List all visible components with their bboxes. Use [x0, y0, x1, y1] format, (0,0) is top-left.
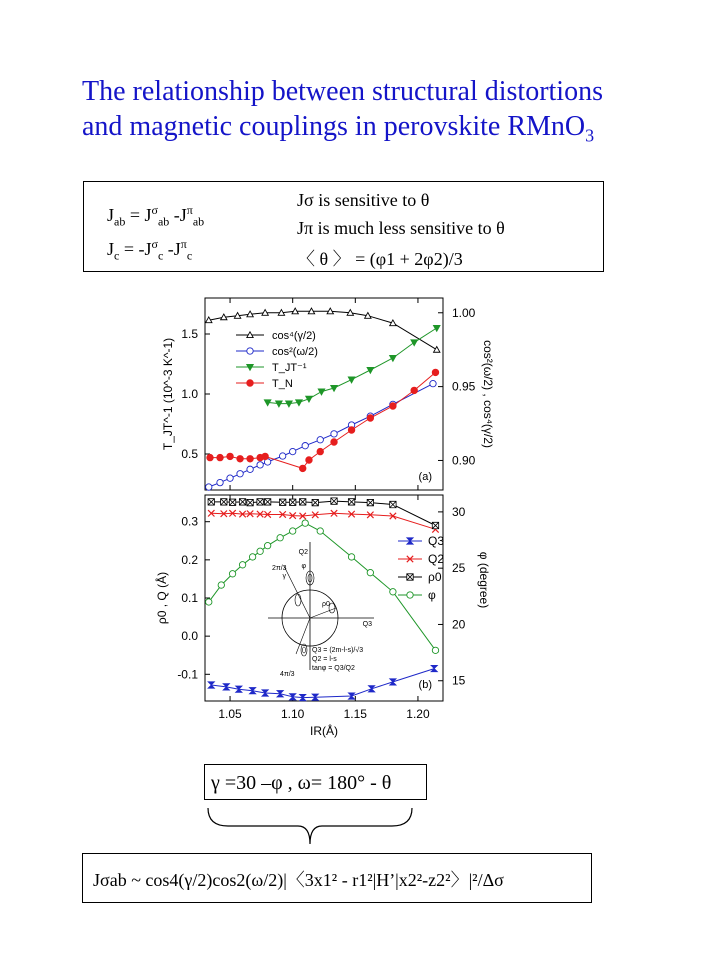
y-tick-label-left: 0.0	[181, 629, 198, 644]
y-axis-label-left: T_JT^-1 (10^-3 K^-1)	[161, 337, 175, 451]
data-point	[348, 554, 354, 560]
data-point	[227, 475, 233, 481]
data-point	[289, 528, 295, 534]
data-point	[318, 389, 324, 395]
jab-sub-3: ab	[192, 214, 205, 229]
legend-label: φ	[428, 588, 436, 602]
data-point	[237, 471, 243, 477]
data-point	[264, 542, 270, 548]
x-axis-label: IR(Å)	[310, 724, 338, 738]
legend-marker	[407, 592, 413, 598]
formula-box	[82, 853, 592, 903]
jab-sub-2: ab	[157, 214, 170, 229]
y-tick-label-right: 30	[452, 504, 466, 519]
inset-label-2pi3: 2π/3	[272, 565, 287, 572]
y-axis-label-right: cos²(ω/2) , cos⁴(γ/2)	[481, 340, 495, 448]
jab-sigma: σ	[151, 203, 158, 217]
y-tick-label-right: 25	[452, 561, 466, 576]
jc-sub-2: c	[157, 248, 164, 263]
data-point	[208, 499, 214, 505]
inset-eq-1: Q3 = (2m-l-s)/√3	[312, 647, 364, 654]
angle-relation-box	[204, 764, 427, 800]
inset-label-4pi3: 4π/3	[280, 671, 295, 678]
data-point	[279, 453, 285, 459]
jab-sub: ab	[114, 214, 126, 229]
jab-pi: π	[186, 203, 193, 217]
data-point	[432, 522, 438, 528]
series-line	[209, 311, 437, 349]
panel-label: (b)	[418, 679, 432, 691]
inset-label-gamma: γ	[282, 573, 286, 580]
data-point	[206, 599, 212, 605]
data-point	[430, 380, 436, 386]
series-line	[211, 669, 434, 698]
data-point	[367, 569, 373, 575]
data-point	[289, 499, 295, 505]
data-point	[431, 665, 437, 671]
data-point	[206, 484, 212, 490]
data-point	[302, 520, 308, 526]
panel-label: (a)	[418, 471, 432, 483]
data-point	[239, 499, 245, 505]
jc-sub: c	[114, 248, 120, 263]
data-point	[247, 499, 253, 505]
data-point	[348, 499, 354, 505]
jc-pi: π	[180, 237, 187, 251]
data-point	[411, 387, 417, 393]
data-point	[348, 377, 354, 383]
y-tick-label-right: 0.95	[452, 379, 476, 394]
jc-minus: -J	[163, 239, 181, 259]
legend-label: Q2	[428, 552, 445, 566]
data-point	[368, 686, 374, 692]
data-point	[432, 369, 438, 375]
data-point	[317, 437, 323, 443]
data-point	[306, 457, 312, 463]
legend-label: cos²(ω/2)	[272, 346, 318, 358]
data-point	[317, 448, 323, 454]
jab-relation: $J_{ab} = J^\sigma_{ab}$ $-J^\pi_{ab}$	[107, 203, 205, 229]
data-point	[217, 479, 223, 485]
legend-label: Q3	[428, 534, 445, 548]
data-point	[312, 499, 318, 505]
jc-eq: = -J	[119, 239, 152, 259]
y-tick-label-right: 20	[452, 617, 466, 632]
legend-label: ρ0	[428, 570, 442, 584]
x-tick-label: 1.20	[406, 707, 430, 721]
y-tick-label-left: 0.5	[181, 447, 198, 461]
data-point	[217, 454, 223, 460]
inset-line-1	[284, 566, 310, 618]
data-point	[257, 462, 263, 468]
x-tick-label: 1.05	[218, 707, 242, 721]
data-point	[277, 535, 283, 541]
jc-relation: $J_c = -J^\sigma_c$ $-J^\pi_c$	[107, 237, 193, 263]
inset-eq-3: tanφ = Q3/Q2	[312, 665, 355, 672]
title-line-2-text: and magnetic couplings in perovskite RMnO	[82, 111, 586, 142]
jc-sigma: σ	[151, 237, 158, 251]
legend-marker	[247, 348, 253, 354]
y-axis-label-right: φ (degree)	[477, 551, 491, 609]
y-tick-label-right: 15	[452, 673, 466, 688]
title-line-1: The relationship between structural distortions	[82, 76, 603, 107]
legend-marker	[407, 574, 413, 580]
data-point	[227, 453, 233, 459]
data-point	[247, 456, 253, 462]
data-point	[237, 456, 243, 462]
y-tick-label-left: 1.0	[181, 387, 198, 401]
data-point	[434, 325, 440, 331]
y-tick-label-left: -0.1	[177, 667, 198, 682]
data-point	[300, 465, 306, 471]
legend-label: T_N	[272, 378, 293, 390]
legend-label: cos⁴(γ/2)	[272, 330, 316, 342]
y-tick-label-right: 1.00	[452, 305, 476, 320]
data-point	[207, 454, 213, 460]
data-point	[367, 499, 373, 505]
data-point	[257, 548, 263, 554]
y-tick-label-left: 0.2	[181, 552, 198, 567]
jab-eq: = J	[125, 205, 152, 225]
data-point	[218, 582, 224, 588]
data-point	[348, 427, 354, 433]
data-point	[249, 554, 255, 560]
data-point	[331, 498, 337, 504]
jab-formula-text: Jσab ~ cos4(γ/2)cos2(ω/2)|〈3x1² - r1²|H’|x2²-z2²〉|²/Δσ	[93, 870, 504, 890]
data-point	[300, 499, 306, 505]
inset-orbital-1	[295, 571, 335, 656]
data-point	[411, 340, 417, 346]
legend-marker	[247, 380, 253, 386]
data-point	[229, 499, 235, 505]
panel-a-layer	[161, 298, 495, 490]
theta-average: 〈 θ 〉 = (φ1 + 2φ2)/3	[297, 249, 463, 269]
inset-label-q2: Q2	[298, 549, 308, 556]
sensitivity-line-1: Jσ is sensitive to θ	[297, 190, 430, 210]
y-tick-label-left: 0.3	[181, 514, 198, 529]
y-tick-label-left: 1.5	[181, 327, 198, 341]
series-line	[209, 523, 436, 650]
data-point	[247, 466, 253, 472]
brace	[208, 808, 412, 844]
data-point	[390, 679, 396, 685]
y-tick-label-right: 0.90	[452, 453, 476, 468]
title-subscript: 3	[585, 125, 595, 146]
jab-minus: -J	[169, 205, 187, 225]
data-point	[302, 442, 308, 448]
y-tick-label-left: 0.1	[181, 591, 198, 605]
data-point	[257, 499, 263, 505]
x-tick-label: 1.10	[281, 707, 305, 721]
inset-line-2	[296, 618, 310, 654]
data-point	[264, 499, 270, 505]
data-point	[390, 355, 396, 361]
data-point	[390, 403, 396, 409]
data-point	[390, 589, 396, 595]
data-point	[239, 562, 245, 568]
legend-label: T_JT⁻¹	[272, 362, 307, 374]
sensitivity-line-2: Jπ is much less sensitive to θ	[297, 218, 505, 238]
inset-label-q3: Q3	[362, 621, 372, 628]
data-point	[432, 647, 438, 653]
data-point	[262, 453, 268, 459]
inset-label-phi: φ	[301, 563, 306, 570]
jab-formula	[93, 866, 504, 892]
data-point	[331, 439, 337, 445]
data-point	[289, 448, 295, 454]
jc-sub-3: c	[186, 248, 193, 263]
inset-eq-2: Q2 = l-s	[312, 656, 337, 663]
data-point	[390, 501, 396, 507]
data-point	[221, 499, 227, 505]
data-point	[229, 571, 235, 577]
inset-label-rho0: ρ0	[322, 601, 330, 608]
x-tick-label: 1.15	[343, 707, 367, 721]
data-point	[367, 367, 373, 373]
data-point	[434, 346, 440, 352]
data-point	[279, 499, 285, 505]
data-point	[317, 528, 323, 534]
data-point	[331, 431, 337, 437]
data-point	[367, 415, 373, 421]
y-axis-label-left: ρ0 , Q (Å)	[155, 571, 169, 625]
angle-relation: γ =30 –φ , ω= 180° - θ	[211, 772, 392, 794]
